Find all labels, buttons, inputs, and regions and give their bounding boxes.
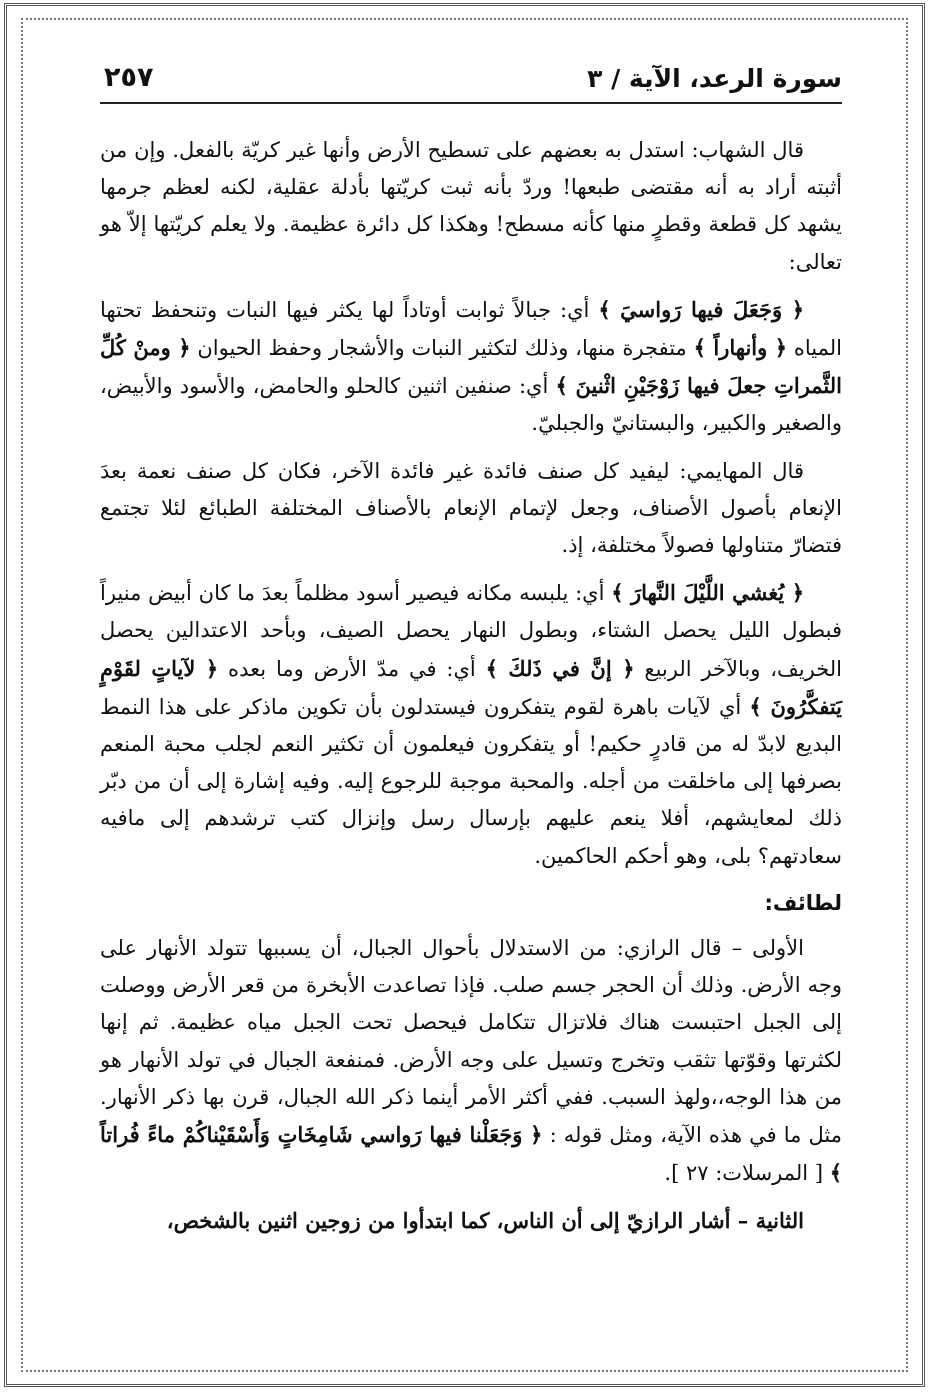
quran-verse: ﴿ ومنْ كُلِّ الثَّمراتِ جعلَ فيها زَوْجَيْنِ اثْنينَ ﴾	[100, 335, 842, 399]
verse-reference: [ المرسلات: ٢٧ ].	[664, 1161, 830, 1186]
commentary-text: أي: في مدّ الأرض وما بعده	[218, 656, 486, 681]
paragraph-yughshi	[100, 574, 842, 875]
paragraph-second-lateefa	[100, 1202, 842, 1240]
commentary-text: أي: جبالاً ثوابت أوتاداً لها يكثر فيها النبات وتنحفظ تحتها المياه	[100, 297, 842, 361]
quran-verse: ﴿ وأنهاراً ﴾	[693, 335, 788, 361]
commentary-text: الثانية – أشار الرازيّ إلى أن الناس، كما ابتدأوا من زوجين اثنين بالشخص،	[166, 1208, 804, 1234]
paragraph-rawasi	[100, 291, 842, 443]
quran-verse: ﴿ وَجَعَلَ فيها رَواسيَ ﴾	[598, 296, 804, 322]
page-header	[100, 62, 842, 104]
commentary-text: أي: يلبسه مكانه فيصير أسود مظلماً بعدَ ما كان أبيض منيراً فبطول الليل يحصل الشتاء، وبطول النهار يحصل الصيف، وبأحد الاعتدالين يحصل الخريف، وبالآخر الربيع	[100, 581, 842, 681]
quran-verse: ﴿ يُغشي اللَّيْلَ النَّهارَ ﴾	[611, 580, 805, 606]
quran-verse: ﴿ وَجَعَلْنا فيها رَواسي شَامِخَاتٍ وَأَسْقَيْناكُمْ ماءً فُراتاً ﴾	[100, 1122, 842, 1186]
commentary-text: أي: صنفين اثنين كالحلو والحامض، والأسود والأبيض، والصغير والكبير، والبستانيّ والجبليّ.	[100, 374, 842, 436]
quran-verse: ﴿ إنَّ في ذَلكَ ﴾	[485, 655, 635, 681]
paragraph-mahayimi: قال المهايمي: ليفيد كل صنف فائدة غير فائدة الآخر، فكان كل صنف نعمة بعدَ الإنعام بأصول الأصناف، وجعل لإتمام الإنعام بالأصناف المختلفة الطبائع لئلا تجتمع فتضارّ متناولها فصولاً مختلفة، إذ.	[100, 458, 842, 558]
commentary-text: الأولى – قال الرازي: من الاستدلال بأحوال الجبال، أن يسببها تتولد الأنهار على وجه الأرض. وذلك أن الحجر جسم صلب. فإذا تصاعدت الأبخرة من قعر الأرض ووصلت إلى الجبل احتبست هناك فلاتزال تتكامل فيحصل تحت الجبل مياه عظيمة. ثم إنها لكثرتها وقوّتها تثقب وتخرج وتسيل على وجه الأرض. فمنفعة الجبال في تولد الأنهار هو من هذا الوجه،،ولهذ السبب. ففي أكثر الأمر أينما ذكر الله الجبال، قرن بها ذكر الأنهار. مثل ما في هذه الآية، ومثل قوله :	[100, 936, 842, 1148]
commentary-text: أي لآيات باهرة لقوم يتفكرون فيستدلون بأن تكوين ماذكر على هذا النمط البديع لابدّ له من قادرٍ حكيم! أو يتفكرون فيعلمون أن تكثير النعم لجلب محبة المنعم بصرفها إلى ماخلقت من أجله. والمحبة موجبة للرجوع إليه. وفيه إشارة إلى أن من دبّر ذلك لمعايشهم، أفلا ينعم عليهم بإرسال رسل وإنزال كتب ترشدهم إلى مافيه سعادتهم؟ بلى، وهو أحكم الحاكمين.	[100, 694, 842, 868]
paragraph-first-lateefa	[100, 930, 842, 1192]
commentary-text: متفجرة منها، وذلك لتكثير النبات والأشجار وحفظ الحيوان	[190, 336, 694, 361]
section-heading-lataif: لطائف:	[764, 890, 842, 915]
page-body	[100, 132, 842, 1251]
quran-verse: ﴿ لآياتٍ لقَوْمٍ يَتفكَّرُونَ ﴾	[100, 655, 843, 719]
paragraph-shihab: قال الشهاب: استدل به بعضهم على تسطيح الأرض وأنها غير كريّة بالفعل. وإن من أثبته أراد به أنه مقتضى طبعها! وردّ بأنه ثبت كريّتها بأدلة عقلية، لكنه لعظم جرمها يشهد كل قطعة وقطرٍ منها كأنه مسطح! وهكذا كل دائرة عظيمة. ولا يعلم كريّتها إلاّ هو تعالى:	[100, 138, 842, 274]
running-title: سورة الرعد، الآية / ٣	[587, 64, 842, 93]
page-number: ٢٥٧	[104, 62, 154, 93]
